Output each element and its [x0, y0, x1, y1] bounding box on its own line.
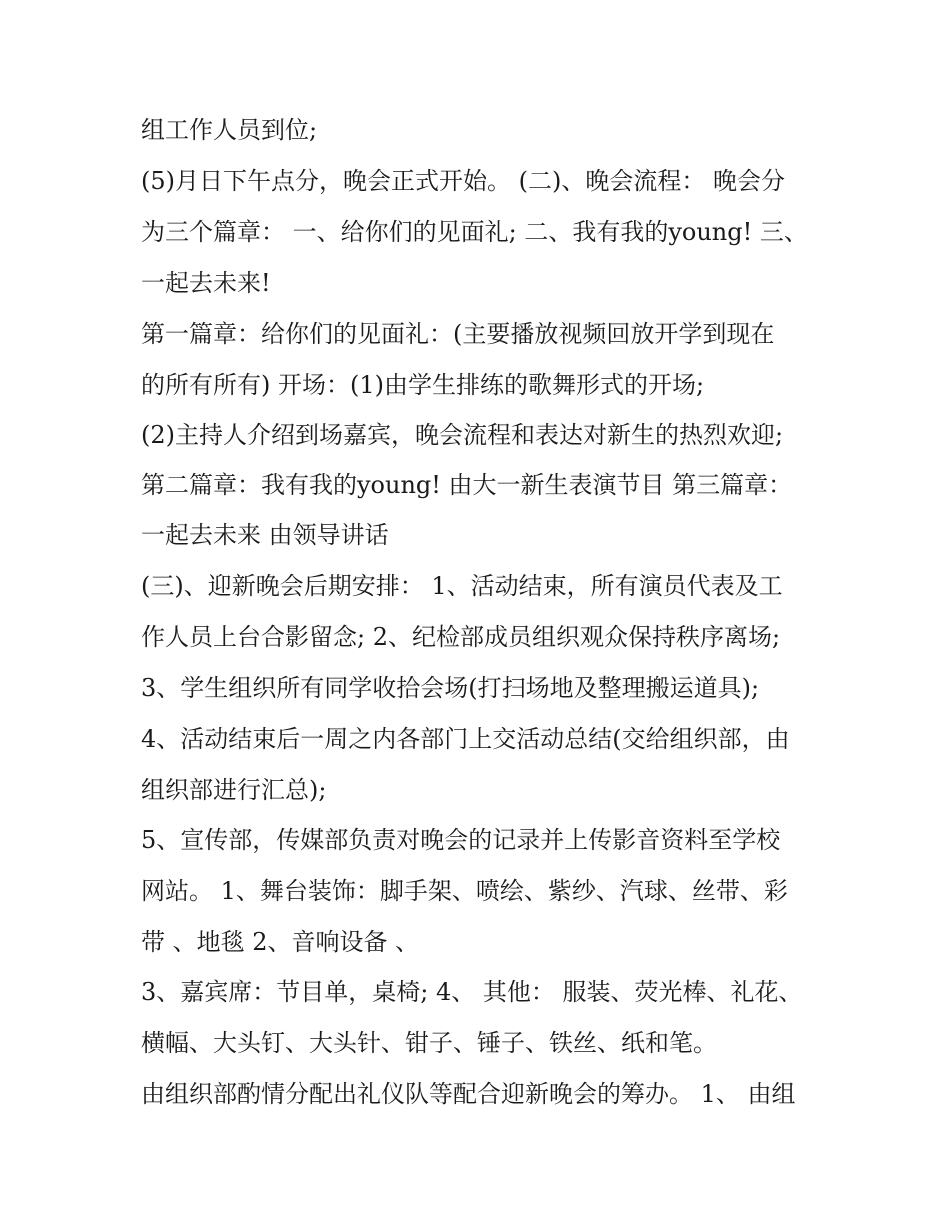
- text-line: 第一篇章：给你们的见面礼：(主要播放视频回放开学到现在: [141, 320, 775, 348]
- text-line: 组工作人员到位;: [141, 116, 318, 144]
- text-line: 3、学生组织所有同学收拾会场(打扫场地及整理搬运道具);: [141, 674, 760, 702]
- text-line: 3、嘉宾席：节目单，桌椅; 4、 其他： 服装、荧光棒、礼花、: [141, 978, 803, 1006]
- text-line: 组织部进行汇总);: [141, 776, 327, 804]
- text-line: 第二篇章：我有我的young! 由大一新生表演节目 第三篇章：: [141, 471, 793, 499]
- text-line: 为三个篇章： 一、给你们的见面礼; 二、我有我的young! 三、: [141, 218, 808, 246]
- text-line: 的所有所有) 开场：(1)由学生排练的歌舞形式的开场;: [141, 371, 705, 399]
- text-line: 一起去未来 由领导讲话: [141, 521, 389, 549]
- text-line: 5、宣传部，传媒部负责对晚会的记录并上传影音资料至学校: [141, 826, 781, 854]
- text-line: 作人员上台合影留念; 2、纪检部成员组织观众保持秩序离场;: [141, 623, 781, 651]
- text-line: 带 、地毯 2、音响设备 、: [141, 928, 420, 956]
- text-line: 由组织部酌情分配出礼仪队等配合迎新晚会的筹办。 1、 由组: [141, 1080, 796, 1108]
- text-line: 网站。 1、舞台装饰：脚手架、喷绘、紫纱、汽球、丝带、彩: [141, 877, 788, 905]
- text-line: 横幅、大头钉、大头针、钳子、锤子、铁丝、纸和笔。: [141, 1029, 717, 1057]
- text-line: (5)月日下午点分，晚会正式开始。 (二)、晚会流程： 晚会分: [141, 167, 785, 195]
- text-line: (三)、迎新晚会后期安排： 1、活动结束，所有演员代表及工: [141, 572, 783, 600]
- text-line: 一起去未来!: [141, 269, 271, 297]
- text-line: (2)主持人介绍到场嘉宾，晚会流程和表达对新生的热烈欢迎;: [141, 421, 784, 449]
- text-line: 4、活动结束后一周之内各部门上交活动总结(交给组织部，由: [141, 725, 790, 753]
